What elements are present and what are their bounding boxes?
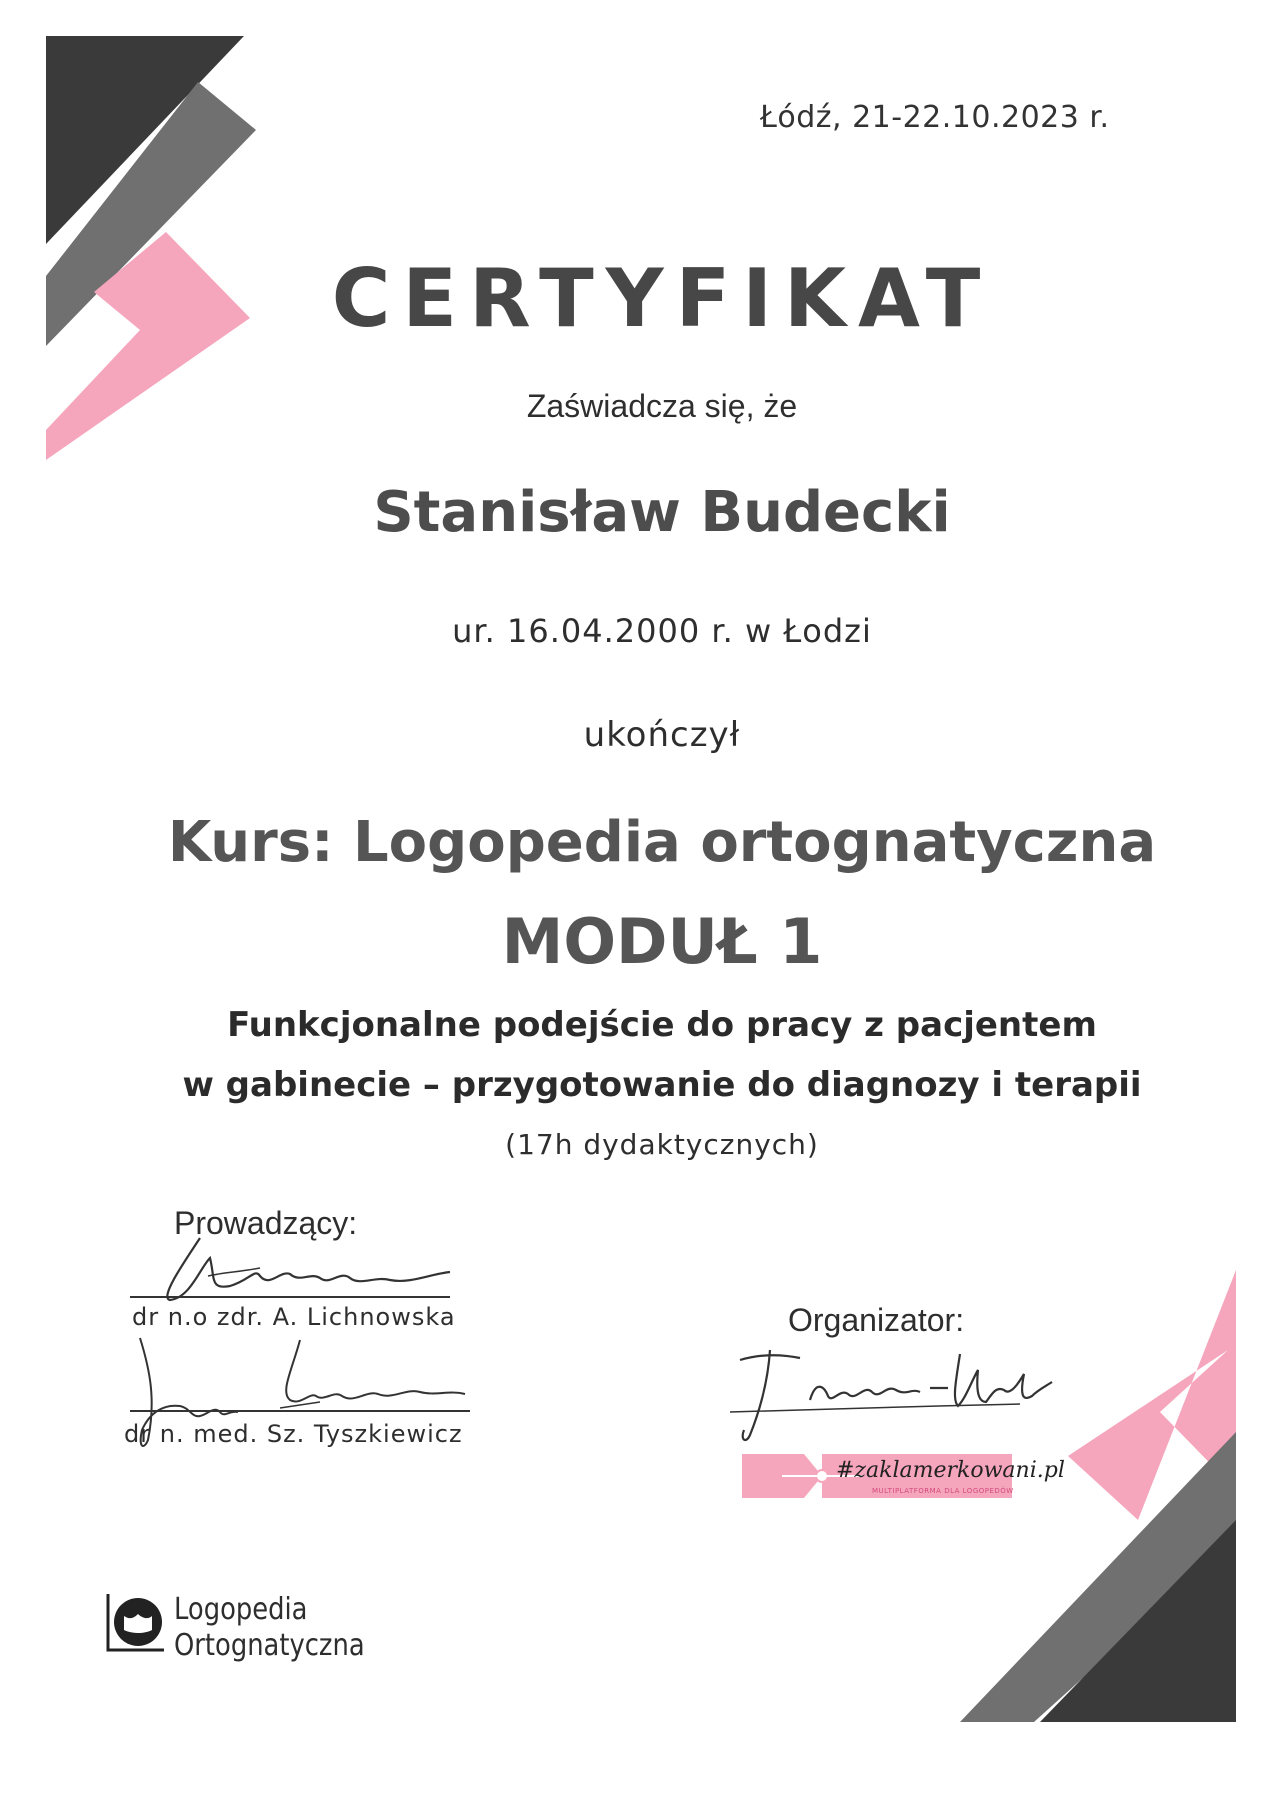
leaders-label: Prowadzący: — [174, 1205, 358, 1241]
module-title: MODUŁ 1 — [501, 905, 823, 978]
signature-organizer — [720, 1340, 1080, 1450]
birth-info: ur. 16.04.2000 r. w Łodzi — [452, 612, 872, 650]
course-hours: (17h dydaktycznych) — [505, 1128, 819, 1161]
signature-line-2 — [130, 1410, 470, 1412]
logopedia-logo-icon — [104, 1590, 168, 1654]
course-subtitle-line2: w gabinecie – przygotowanie do diagnozy i terapii — [182, 1065, 1142, 1105]
signature-line-1 — [130, 1296, 450, 1298]
logo-text-line2: Ortognatyczna — [174, 1628, 365, 1663]
organizer-label: Organizator: — [788, 1302, 965, 1338]
certificate-title: CERTYFIKAT — [331, 252, 993, 345]
logo-text-line1: Logopedia — [174, 1592, 308, 1627]
place-date: Łódź, 21-22.10.2023 r. — [760, 100, 1110, 135]
completed-text: ukończył — [583, 715, 741, 755]
zaklamerkowani-tagline: MULTIPLATFORMA DLA LOGOPEDÓW — [872, 1487, 1014, 1495]
course-subtitle-line1: Funkcjonalne podejście do pracy z pacjentem — [227, 1005, 1097, 1045]
leader-name-2: dr n. med. Sz. Tyszkiewicz — [124, 1420, 463, 1448]
recipient-name: Stanisław Budecki — [373, 480, 951, 545]
zaklamerkowani-text: #zaklamerkowani.pl — [836, 1458, 1065, 1483]
certifies-text: Zaświadcza się, że — [526, 388, 798, 424]
leader-name-1: dr n.o zdr. A. Lichnowska — [132, 1303, 456, 1331]
course-title: Kurs: Logopedia ortognatyczna — [167, 810, 1157, 875]
